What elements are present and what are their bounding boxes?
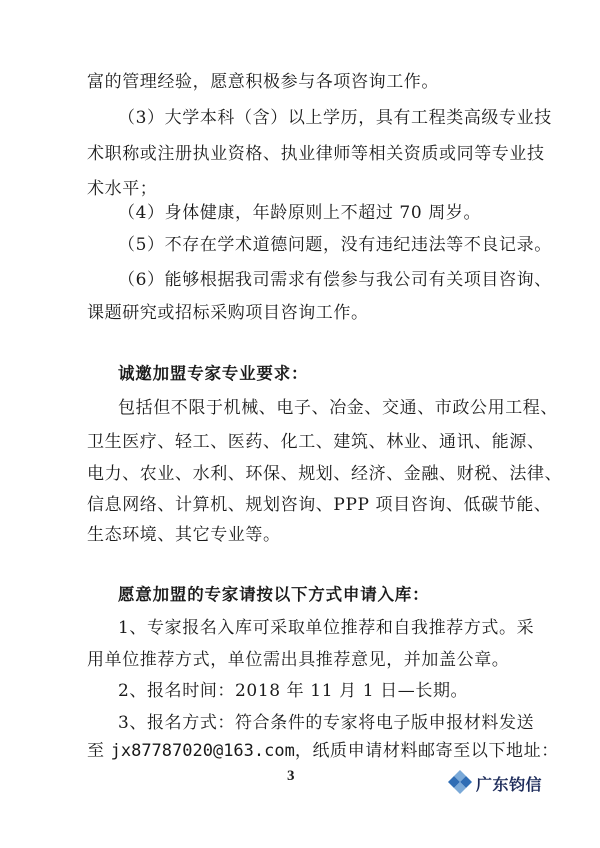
section-heading-apply: 愿意加盟的专家请按以下方式申请入库： bbox=[118, 585, 430, 604]
section-heading-fields: 诚邀加盟专家专业要求： bbox=[118, 364, 309, 383]
company-logo bbox=[446, 768, 596, 798]
apply-step-1: 1、专家报名入库可采取单位推荐和自我推荐方式。采 bbox=[118, 618, 535, 638]
diamond-logo-icon bbox=[446, 768, 474, 796]
requirement-item-5: （5）不存在学术道德问题，没有违纪违法等不良记录。 bbox=[118, 235, 552, 255]
text-fragment: 至 bbox=[87, 741, 111, 761]
apply-step-2: 2、报名时间：2018 年 11 月 1 日—长期。 bbox=[118, 681, 469, 701]
text-line: 术职称或注册执业资格、执业律师等相关资质或同等专业技 bbox=[87, 144, 545, 164]
text-line: 信息网络、计算机、规划咨询、PPP 项目咨询、低碳节能、 bbox=[87, 495, 552, 515]
requirement-item-4: （4）身体健康，年龄原则上不超过 70 周岁。 bbox=[118, 203, 482, 223]
logo-text: 广东钧信 bbox=[476, 775, 543, 794]
text-line: 课题研究或招标采购项目咨询工作。 bbox=[87, 303, 369, 323]
text-fragment: ，纸质申请材料邮寄至以下地址： bbox=[294, 741, 559, 761]
text-line: 术水平； bbox=[87, 179, 158, 199]
apply-step-3: 3、报名方式：符合条件的专家将电子版申报材料发送 bbox=[118, 713, 535, 733]
requirement-item-6: （6）能够根据我司需求有偿参与我公司有关项目咨询、 bbox=[118, 270, 552, 290]
page-number: 3 bbox=[287, 768, 295, 784]
text-line: 富的管理经验，愿意积极参与各项咨询工作。 bbox=[87, 72, 439, 92]
text-line: 包括但不限于机械、电子、冶金、交通、市政公用工程、 bbox=[118, 398, 558, 418]
text-line: 生态环境、其它专业等。 bbox=[87, 525, 281, 545]
text-line: 卫生医疗、轻工、医药、化工、建筑、林业、通讯、能源、 bbox=[87, 432, 545, 452]
contact-line bbox=[87, 740, 559, 762]
text-line: 电力、农业、水利、环保、规划、经济、金融、财税、法律、 bbox=[87, 464, 563, 484]
email-address[interactable]: jx87787020@163.com bbox=[110, 741, 295, 761]
requirement-item-3: （3）大学本科（含）以上学历，具有工程类高级专业技 bbox=[118, 108, 552, 128]
text-line: 用单位推荐方式，单位需出具推荐意见，并加盖公章。 bbox=[87, 650, 510, 670]
